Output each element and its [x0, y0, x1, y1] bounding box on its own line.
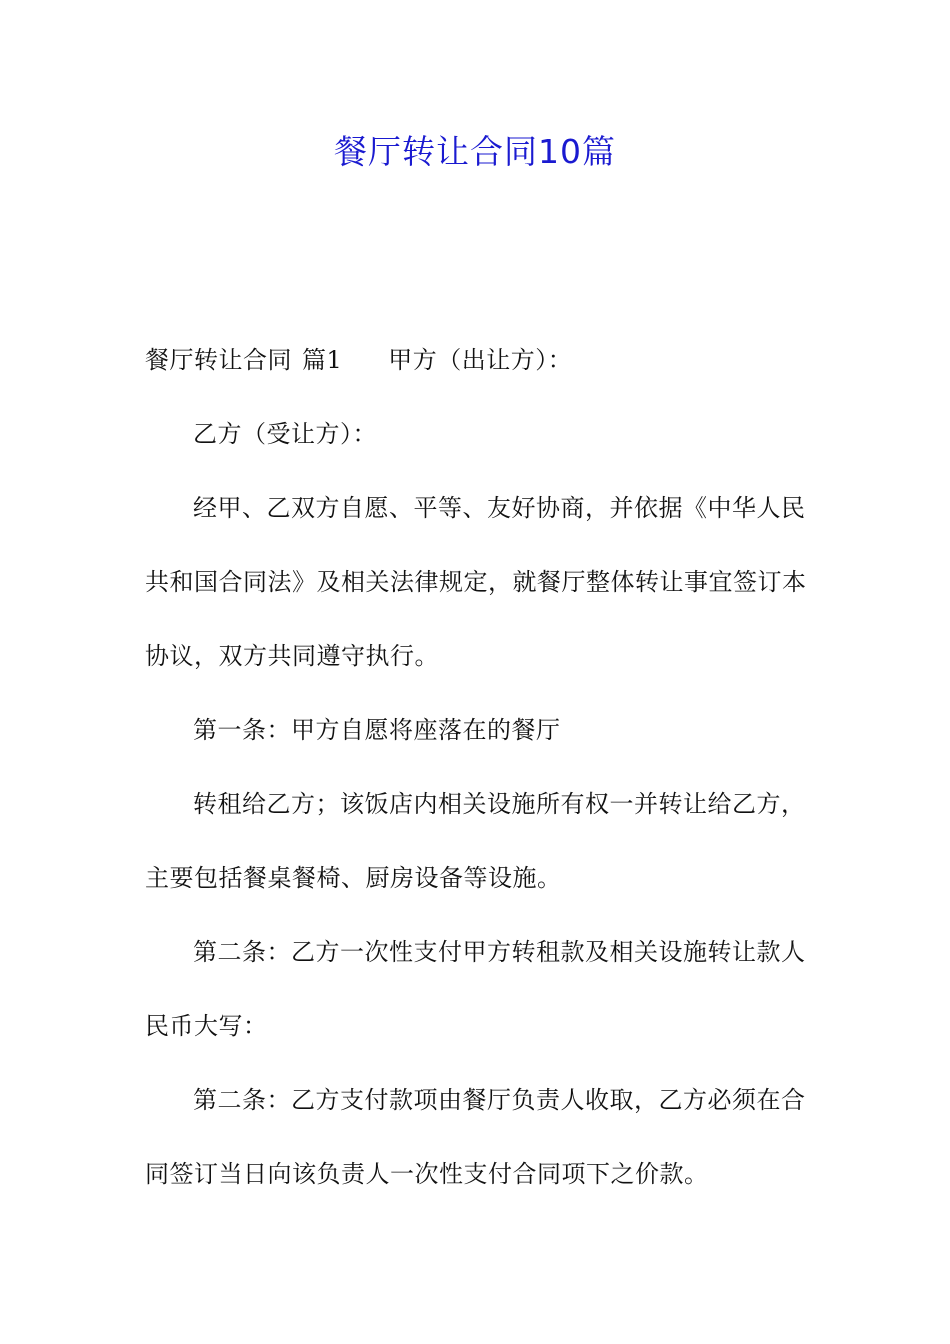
paragraph-line: 协议，双方共同遵守执行。: [145, 642, 439, 670]
paragraph-line: 民币大写：: [145, 1012, 268, 1040]
article-2b-line: 第二条：乙方支付款项由餐厅负责人收取，乙方必须在合: [193, 1086, 806, 1114]
heading-label: 餐厅转让合同: [145, 346, 292, 374]
heading-line: [145, 334, 807, 408]
article-2-line: 第二条：乙方一次性支付甲方转租款及相关设施转让款人: [193, 938, 806, 966]
document-body: [145, 334, 807, 1222]
paragraph-line: 主要包括餐桌餐椅、厨房设备等设施。: [145, 864, 562, 892]
party-b-label: 乙方（受让方）：: [193, 420, 377, 448]
paragraph-line: 转租给乙方；该饭店内相关设施所有权一并转让给乙方，: [193, 790, 806, 818]
party-a-label: 甲方（出让方）：: [388, 346, 573, 374]
paragraph-line: 经甲、乙双方自愿、平等、友好协商，并依据《中华人民: [193, 494, 806, 522]
document-title: 餐厅转让合同10篇: [334, 132, 616, 171]
article-1-line: 第一条：甲方自愿将座落在的餐厅: [193, 716, 561, 744]
heading-part: 篇1: [302, 346, 343, 374]
paragraph-line: 同签订当日向该负责人一次性支付合同项下之价款。: [145, 1160, 709, 1188]
paragraph-line: 共和国合同法》及相关法律规定，就餐厅整体转让事宜签订本: [145, 568, 807, 596]
